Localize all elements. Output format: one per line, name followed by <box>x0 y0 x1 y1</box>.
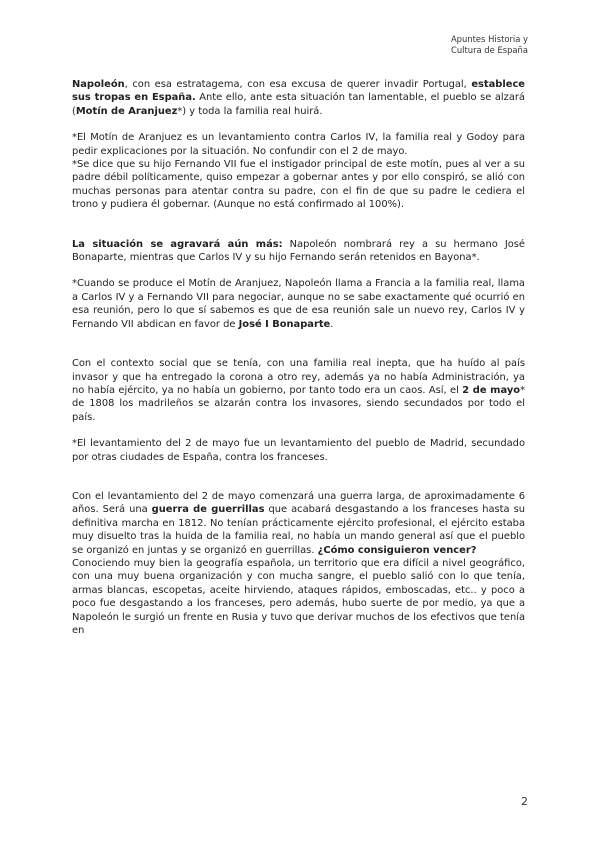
paragraph <box>72 557 525 637</box>
page-header <box>451 34 528 56</box>
bold-text: guerra de guerrillas <box>151 504 265 516</box>
header-line-1: Apuntes Historia y <box>450 34 528 44</box>
bold-text: Motín de Aranjuez <box>75 105 178 117</box>
text-run: que acabará desgastando a los franceses hasta su definitiva marcha en 1812. No tenían prácticamente ejército profesional, el ejército estaba muy disuelto tras la huida de la familia real, no había un mando general así que el pueblo se organizó en juntas y se organizó en guerrillas. <box>72 504 525 556</box>
paragraph <box>72 437 525 464</box>
text-run: , con esa estratagema, con esa excusa de querer invadir Portugal, <box>124 79 472 90</box>
paragraph <box>72 131 525 158</box>
paragraph-spacer <box>72 424 525 437</box>
text-run: * de 1808 los madrileños se alzarán contra los invasores, siendo secundados por todo el país. <box>72 384 525 423</box>
text-run: Napoleón nombrará rey a su hermano José Bonaparte, mientras que Carlos IV y su hijo Fernando serán retenidos en Bayona*. <box>72 238 526 264</box>
text-run: . <box>330 318 334 330</box>
bold-text: establece sus tropas en España. <box>72 79 525 104</box>
paragraph-spacer <box>72 264 525 277</box>
page-number: 2 <box>521 795 528 808</box>
bold-text: La situación se agravará aún más: <box>72 238 283 250</box>
text-run: *El Motín de Aranjuez es un levantamiento contra Carlos IV, la familia real y Godoy para pedir explicaciones por la situación. No confundir con el 2 de mayo. <box>72 132 525 157</box>
paragraph <box>72 357 525 424</box>
paragraph-spacer <box>72 331 525 357</box>
paragraph <box>72 78 525 118</box>
paragraph <box>72 277 525 331</box>
text-run: Con el levantamiento del 2 de mayo comenzará una guerra larga, de aproximadamente 6 años. Será una <box>72 490 525 516</box>
header-line-2: Cultura de España <box>451 45 528 55</box>
paragraph <box>72 490 525 557</box>
text-run: *) y toda la familia real huirá. <box>177 105 323 117</box>
text-run: *Cuando se produce el Motín de Aranjuez, Napoleón llama a Francia a la familia real, llama a Carlos IV y a Fernando VII para negociar, aunque no se sabe exactamente qué ocurrió en esa reunión, pero lo que sí sabemos es que de esa reunión sale un nuevo rey, Carlos IV y Fernando VII abdican en favor de <box>72 278 525 330</box>
paragraph <box>72 238 525 265</box>
bold-text: 2 de mayo <box>462 384 521 396</box>
bold-text: Napoleón <box>72 79 125 90</box>
document-body <box>72 78 525 637</box>
paragraph-spacer <box>72 212 525 238</box>
text-run: Ante ello, ante esta situación tan lamentable, el pueblo se alzará ( <box>72 92 525 117</box>
bold-text: José I Bonaparte <box>238 318 331 330</box>
paragraph-spacer <box>72 118 525 131</box>
text-run: *El levantamiento del 2 de mayo fue un levantamiento del pueblo de Madrid, secundado por otras ciudades de España, contra los franceses. <box>72 438 525 463</box>
text-run: Con el contexto social que se tenía, con una familia real inepta, que ha huído al país invasor y que ha entregado la corona a otro rey, además ya no había Administración, ya no había ejército, ya no había un gobierno, por tanto todo era un caos. Así, el <box>72 358 525 396</box>
paragraph-spacer <box>72 464 525 490</box>
text-run: *Se dice que su hijo Fernando VII fue el instigador principal de este motín, pues al ver a su padre débil políticamente, quiso empezar a gobernar antes y por ello conspiró, se alió con muchas personas para atentar contra su padre, con el fin de que su padre le cediera el trono y pudiera él gobernar. (Aunque no está confirmado al 100%). <box>72 159 525 211</box>
paragraph <box>72 158 525 212</box>
text-run: Conociendo muy bien la geografía española, un territorio que era difícil a nivel geográfico, con una muy buena organización y con mucha sangre, el pueblo salió con lo que tenía, armas blancas, escopetas, aceite hirviendo, ataques rápidos, emboscadas, etc.. y poco a poco fue desgastando a los franceses, pero además, hubo suerte de por medio, ya que a Napoleón le surgió un frente en Rusia y tuvo que derivar muchos de los efectivos que tenía en <box>72 557 525 636</box>
bold-text: ¿Cómo consiguieron vencer? <box>317 544 477 556</box>
